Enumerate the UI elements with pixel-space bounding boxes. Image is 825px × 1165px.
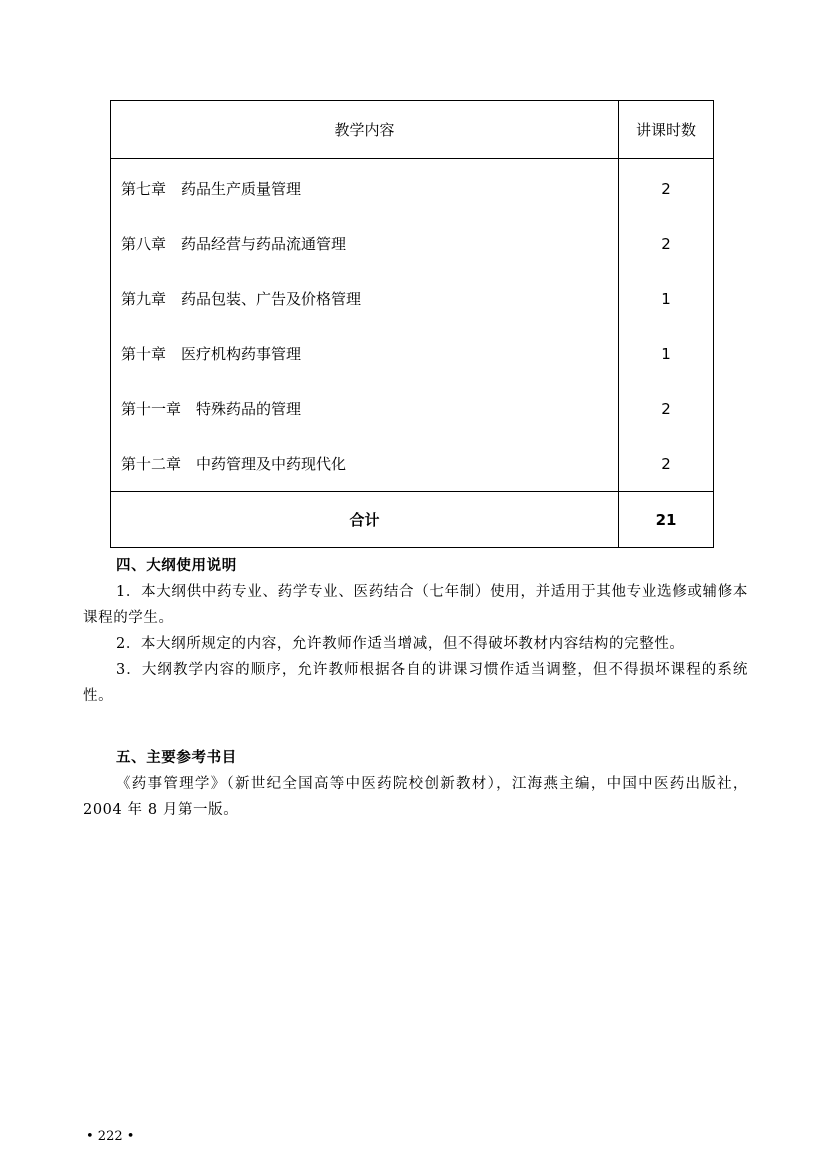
- chapter-title: 第十一章 特殊药品的管理: [111, 381, 619, 436]
- chapter-hours: 2: [619, 381, 714, 436]
- header-hours: 讲课时数: [619, 101, 714, 159]
- chapter-hours: 2: [619, 159, 714, 217]
- chapter-title: 第十章 医疗机构药事管理: [111, 326, 619, 381]
- table-row: [111, 159, 714, 217]
- references-section: [83, 745, 748, 823]
- chapter-title: 第八章 药品经营与药品流通管理: [111, 216, 619, 271]
- table-row: [111, 216, 714, 271]
- table-row: [111, 326, 714, 381]
- table-header-row: [111, 101, 714, 159]
- paragraph: 2．本大纲所规定的内容，允许教师作适当增减，但不得破坏教材内容结构的完整性。: [116, 636, 685, 652]
- chapter-title: 第七章 药品生产质量管理: [111, 159, 619, 217]
- usage-notes-section: [83, 553, 748, 709]
- paragraph: 3．大纲教学内容的顺序，允许教师根据各自的讲课习惯作适当调整，但不得损坏课程的系统性。: [83, 662, 748, 704]
- chapter-hours: 1: [619, 326, 714, 381]
- chapter-hours: 2: [619, 216, 714, 271]
- table-row: [111, 271, 714, 326]
- total-row: [111, 492, 714, 548]
- page-number: • 222 •: [86, 1129, 135, 1144]
- section-heading: 五、主要参考书目: [116, 750, 237, 766]
- chapter-hours: 1: [619, 271, 714, 326]
- table-row: [111, 436, 714, 492]
- paragraph: 《药事管理学》（新世纪全国高等中医药院校创新教材），江海燕主编，中国中医药出版社，2004 年 8 月第一版。: [83, 776, 748, 818]
- section-heading: 四、大纲使用说明: [116, 558, 237, 574]
- header-content: 教学内容: [111, 101, 619, 159]
- total-hours: 21: [619, 492, 714, 548]
- chapter-title: 第十二章 中药管理及中药现代化: [111, 436, 619, 492]
- paragraph: 1．本大纲供中药专业、药学专业、医药结合（七年制）使用，并适用于其他专业选修或辅修本课程的学生。: [83, 584, 748, 626]
- table-row: [111, 381, 714, 436]
- syllabus-table: [110, 100, 714, 548]
- total-label: 合计: [111, 492, 619, 548]
- chapter-title: 第九章 药品包装、广告及价格管理: [111, 271, 619, 326]
- chapter-hours: 2: [619, 436, 714, 492]
